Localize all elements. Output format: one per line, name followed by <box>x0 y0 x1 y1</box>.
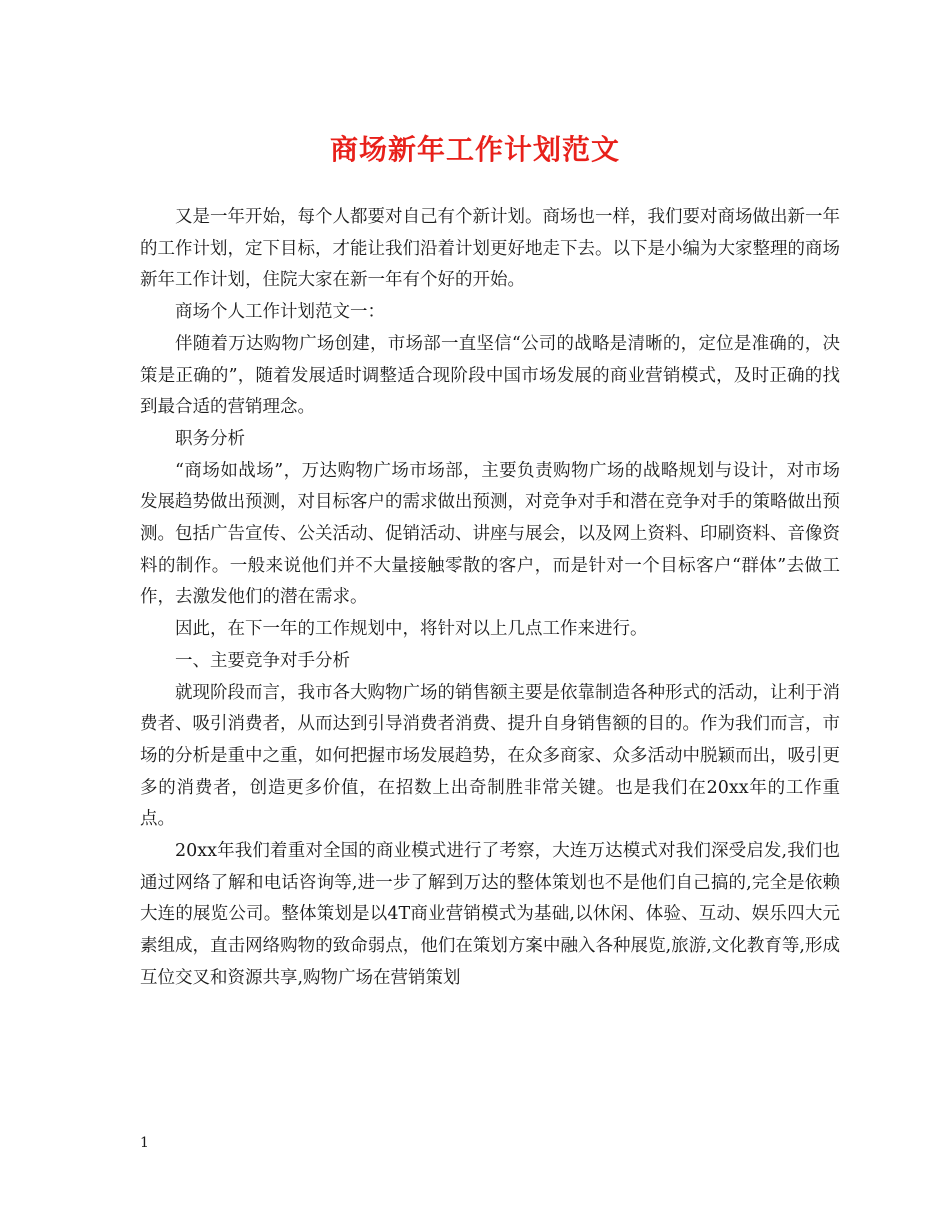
document-body <box>140 202 840 995</box>
paragraph-intro: 又是一年开始，每个人都要对自己有个新计划。商场也一样，我们要对商场做出新一年的工作计划，定下目标，才能让我们沿着计划更好地走下去。以下是小编为大家整理的商场新年工作计划，住院大家在新一年有个好的开始。 <box>140 207 840 291</box>
paragraph-business-model: 20xx年我们着重对全国的商业模式进行了考察，大连万达模式对我们深受启发,我们也通过网络了解和电话咨询等,进一步了解到万达的整体策划也不是他们自己搞的,完全是依赖大连的展览公司。整体策划是以4T商业营销模式为基础,以休闲、体验、互动、娱乐四大元素组成，直击网络购物的致命弱点，他们在策划方案中融入各种展览,旅游,文化教育等,形成互位交叉和资源共享,购物广场在营销策划 <box>140 841 840 988</box>
page-number: 1 <box>140 1135 149 1151</box>
section-heading-competitor-analysis: 一、主要竞争对手分析 <box>175 650 350 671</box>
section-heading-job-analysis: 职务分析 <box>175 428 245 449</box>
paragraph-competitor-analysis: 就现阶段而言，我市各大购物广场的销售额主要是依靠制造各种形式的活动，让利于消费者、吸引消费者，从而达到引导消费者消费、提升自身销售额的目的。作为我们而言，市场的分析是重中之重，如何把握市场发展趋势，在众多商家、众多活动中脱颖而出，吸引更多的消费者，创造更多价值，在招数上出奇制胜非常关键。也是我们在20xx年的工作重点。 <box>140 682 840 830</box>
paragraph-job-analysis: “商场如战场”，万达购物广场市场部，主要负责购物广场的战略规划与设计，对市场发展趋势做出预测，对目标客户的需求做出预测，对竞争对手和潜在竞争对手的策略做出预测。包括广告宣传、公关活动、促销活动、讲座与展会，以及网上资料、印刷资料、音像资料的制作。一般来说他们并不大量接触零散的客户，而是针对一个目标客户“群体”去做工作，去激发他们的潜在需求。 <box>140 460 840 608</box>
paragraph-planning: 因此，在下一年的工作规划中，将针对以上几点工作来进行。 <box>175 619 648 640</box>
paragraph-background: 伴随着万达购物广场创建，市场部一直坚信“公司的战略是清晰的，定位是准确的，决策是正确的”，随着发展适时调整适合现阶段中国市场发展的商业营销模式，及时正确的找到最合适的营销理念。 <box>140 333 840 418</box>
document-title: 商场新年工作计划范文 <box>329 133 620 166</box>
section-heading-plan-one: 商场个人工作计划范文一： <box>175 302 385 323</box>
